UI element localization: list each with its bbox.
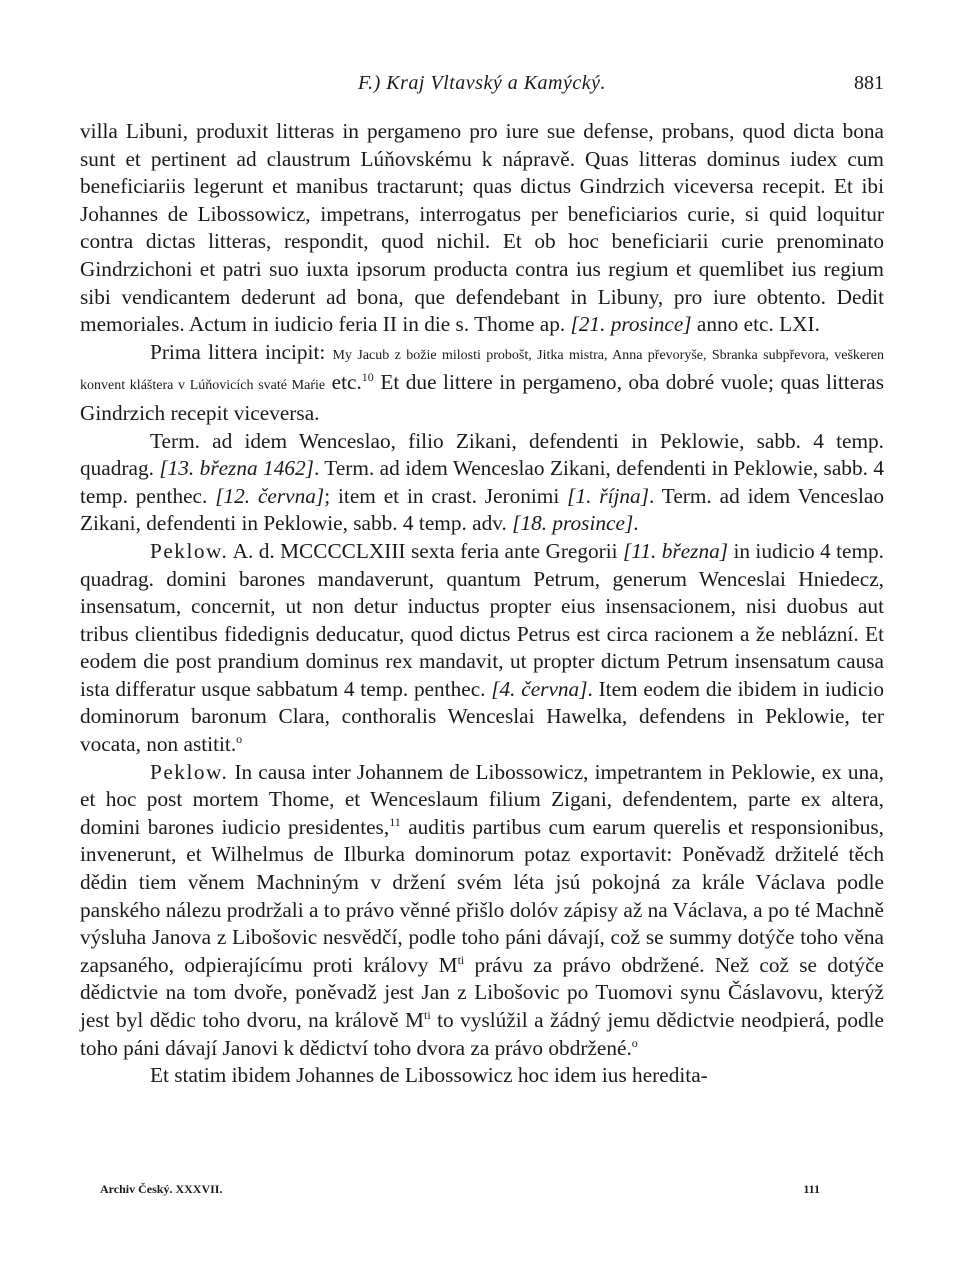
text-run: A. d. MCCCCLXIII sexta feria ante Gregorii	[228, 538, 624, 563]
footnote-marker: ti	[457, 952, 465, 967]
text-run: . Term. ad idem Venceslao Zikani, defendenti in Peklowie, sabb. 4 temp. adv.	[80, 483, 884, 536]
text-run: ; item et in crast. Jeronimi	[324, 483, 568, 508]
paragraph	[80, 538, 884, 759]
footer-source: Archiv Český. XXXVII.	[100, 1182, 223, 1196]
body-text	[80, 118, 884, 1090]
quoted-incipit: My Jacub z božie milosti probošt, Jitka mistra, Anna převoryše, Sbranka subpřevora, veškeren konvent kláštera v Lúňovicích svaté Maŕie	[80, 347, 884, 394]
text-run: právu za právo obdržené. Než což se dotýče dědictvie na tom dvoře, poněvadž jest Jan z Libošovic po Tuomovi synu Čáslavovu, kterýž jest byl dědic toho dvoru, na králově M	[80, 952, 884, 1032]
page-footer	[100, 1182, 820, 1202]
paragraph	[80, 759, 884, 1063]
paragraph	[80, 1062, 884, 1090]
text-run: Prima littera incipit:	[150, 339, 333, 364]
text-run: Et due littere in pergameno, oba dobré vuole; quas litteras Gindrzich recepit viceversa.	[80, 370, 884, 425]
text-run: villa Libuni, produxit litteras in pergameno pro iure sue defense, probans, quod dicta bona sunt et pertinent ad claustrum Lúňovskému k nápravě. Quas litteras dominus iudex cum beneficiariis legerunt et manibus tractarunt; quas dictus Gindrzich viceversa recepit. Et ibi Johannes de Libossowicz, impetrans, interrogatus per beneficiarios curie, si quid loquitur contra dictas litteras, respondit, quod nichil. Et ob hoc beneficiarii curie prenominato Gindrzichoni et patri suo iuxta ipsorum producta contra ius regium et quemlibet ius regium sibi vendicantem dederunt ad bona, que defendebant in Libuny, pro iure obtento. Dedit memoriales. Actum in iudicio feria II in die s. Thome ap.	[80, 119, 884, 337]
text-run: . Term. ad idem Wenceslao Zikani, defendenti in Peklowie, sabb. 4 temp. penthec.	[80, 456, 884, 508]
footnote-marker: o	[236, 731, 243, 746]
paragraph	[80, 428, 884, 538]
document-page	[80, 62, 884, 1090]
text-run: Term. ad idem Wenceslao, filio Zikani, defendenti in Peklowie, sabb. 4 temp. quadrag.	[80, 428, 884, 481]
footer-signature: 111	[803, 1182, 820, 1196]
text-run: . Item eodem die ibidem in iudicio dominorum baronum Clara, conthoralis Wenceslai Hawelka, defendens in Peklowie, ter vocata, non astitit.	[80, 676, 884, 757]
place-heading: Peklow.	[150, 538, 229, 563]
text-run: in iudicio 4 temp. quadrag. domini barones mandaverunt, quantum Petrum, generum Wenceslai Hniedecz, insensatum, concernit, ut non detur inductus propter eius insensacionem, nisi duobus aut tribus clientibus fidedignis deducatur, quod dictus Petrus est circa racionem a že neblázní. Et eodem die post prandium dominus rex mandavit, ut propter dictum Petrum insensatum causa ista differatur usque sabbatum 4 temp. penthec.	[80, 538, 884, 701]
text-run: .	[633, 511, 639, 536]
date-annotation: [21. prosince]	[570, 312, 692, 337]
page-number: 881	[854, 72, 884, 94]
paragraph	[80, 118, 884, 339]
text-run: anno etc. LXI.	[691, 312, 820, 337]
date-annotation: [13. března 1462]	[159, 456, 314, 481]
date-annotation: [4. června]	[491, 676, 588, 701]
place-heading: Peklow.	[150, 759, 229, 784]
footnote-marker: 10	[361, 370, 374, 385]
text-run: Et statim ibidem Johannes de Libossowicz hoc idem ius heredita-	[150, 1063, 708, 1088]
footnote-marker: o	[631, 1035, 638, 1050]
date-annotation: [18. prosince]	[512, 511, 634, 536]
running-head	[80, 62, 884, 102]
date-annotation: [11. března]	[623, 538, 729, 563]
text-run: In causa inter Johannem de Libossowicz, impetrantem in Peklowie, ex una, et hoc post mortem Thome, et Wenceslaum filium Zigani, defendentem, parte ex altera, domini barones iudicio presidentes,	[80, 759, 884, 839]
paragraph	[80, 339, 884, 428]
text-run: etc.	[325, 370, 362, 395]
text-run: to vyslúžil a žádný jemu dědictvie neodpierá, podle toho páni dávají Janovi k dědictví toho dvora za právo obdržené.	[80, 1008, 884, 1060]
running-title: F.) Kraj Vltavský a Kamýcký.	[357, 72, 606, 94]
date-annotation: [12. června]	[215, 483, 325, 508]
date-annotation: [1. října]	[567, 483, 649, 508]
text-run: auditis partibus cum earum querelis et responsionibus, invenerunt, et Wilhelmus de Ilburka dominorum potaz exportavit: Poněvadž držitelé těch dědin tiem věnem Machniným v držení svém léta jsú pokojná za krále Václava podle panského nálezu prodržali a to právo věnné přišlo dolóv zápisy až na Václava, a po té Machně výsluha Janova z Libošovic nesvědčí, podle toho páni dávají, což se summy dotýče toho věna zapsaného, odpierajícímu proti královy M	[80, 814, 884, 977]
footnote-marker: ti	[424, 1007, 431, 1022]
footnote-marker: 11	[389, 814, 401, 829]
